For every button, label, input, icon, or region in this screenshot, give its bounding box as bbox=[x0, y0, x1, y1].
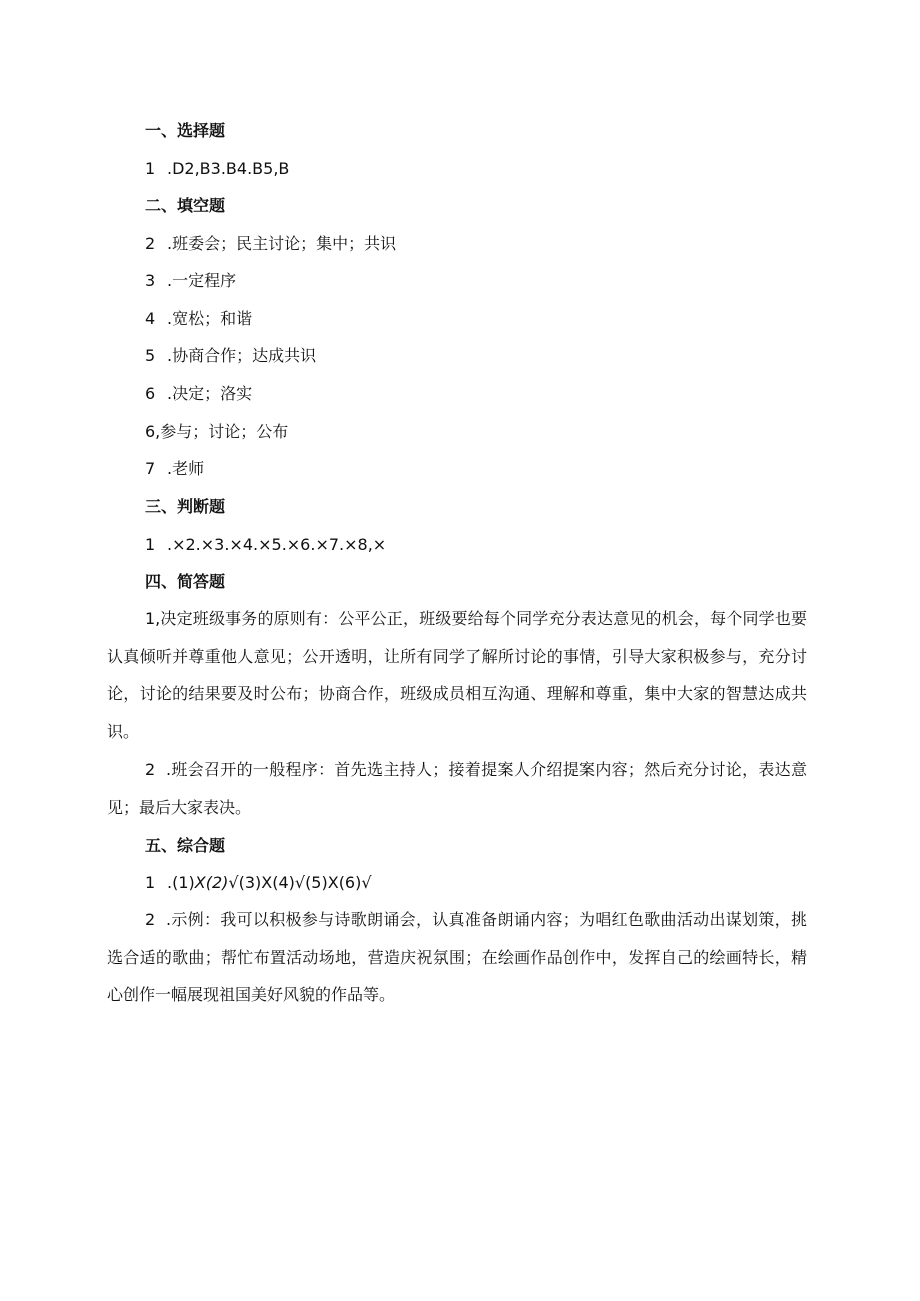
section-2-title: 二、填空题 bbox=[145, 196, 226, 215]
answer-number: 1 bbox=[145, 873, 156, 892]
comprehensive-answer-2: 2 .示例：我可以积极参与诗歌朗诵会，认真准备朗诵内容；为唱红色歌曲活动出谋划策，挑选合适的歌曲；帮忙布置活动场地，营造庆祝氛围；在绘画作品创作中，发挥自己的绘画特长，精心创作一幅展现祖国美好风貌的作品等。 bbox=[107, 910, 807, 1004]
fill-item-number: 2 bbox=[145, 234, 156, 253]
section-5-answer bbox=[145, 873, 372, 893]
fill-item-number: 4 bbox=[145, 309, 156, 328]
fill-item bbox=[145, 384, 252, 404]
answer-text-part-a: .(1) bbox=[167, 873, 195, 892]
answer-text-part-c: (3)X(4)√(5)X(6)√ bbox=[238, 873, 372, 892]
fill-item bbox=[145, 234, 396, 254]
fill-item bbox=[145, 422, 288, 442]
answer-text-part-b: X(2)√ bbox=[194, 873, 239, 892]
fill-item bbox=[145, 459, 204, 479]
section-3-answer bbox=[145, 535, 386, 555]
fill-item-text: .决定；洛实 bbox=[167, 384, 253, 403]
answer-text: .×2.×3.×4.×5.×6.×7.×8,× bbox=[167, 535, 387, 554]
answer-number: 1 bbox=[145, 535, 156, 554]
answer-number: 1 bbox=[145, 159, 156, 178]
answer-text: .D2,B3.B4.B5,B bbox=[167, 159, 290, 178]
fill-item-number: 6 bbox=[145, 384, 156, 403]
fill-item-text: .班委会；民主讨论；集中；共识 bbox=[167, 234, 397, 253]
fill-item bbox=[145, 346, 316, 366]
fill-item-text: .一定程序 bbox=[167, 271, 237, 290]
fill-item-number: 3 bbox=[145, 271, 156, 290]
fill-item-text: .老师 bbox=[167, 459, 205, 478]
section-1-answer bbox=[145, 159, 289, 179]
section-1-title: 一、选择题 bbox=[145, 121, 226, 140]
short-answer-1: 1,决定班级事务的原则有：公平公正，班级要给每个同学充分表达意见的机会，每个同学也要认真倾听并尊重他人意见；公开透明，让所有同学了解所讨论的事情，引导大家积极参与，充分讨论，讨论的结果要及时公布；协商合作，班级成员相互沟通、理解和尊重，集中大家的智慧达成共识。 bbox=[107, 609, 807, 741]
fill-item bbox=[145, 309, 252, 329]
fill-item-number: 7 bbox=[145, 459, 156, 478]
section-3-title: 三、判断题 bbox=[145, 497, 226, 516]
fill-item-text: 6,参与；讨论；公布 bbox=[145, 422, 289, 441]
short-answer-2: 2 .班会召开的一般程序：首先选主持人；接着提案人介绍提案内容；然后充分讨论，表达意见；最后大家表决。 bbox=[107, 760, 807, 817]
fill-item-text: .协商合作；达成共识 bbox=[167, 346, 317, 365]
section-5-title: 五、综合题 bbox=[145, 836, 226, 855]
fill-item-number: 5 bbox=[145, 346, 156, 365]
section-4-title: 四、简答题 bbox=[145, 572, 226, 591]
fill-item-text: .宽松；和谐 bbox=[167, 309, 253, 328]
fill-item bbox=[145, 271, 236, 291]
